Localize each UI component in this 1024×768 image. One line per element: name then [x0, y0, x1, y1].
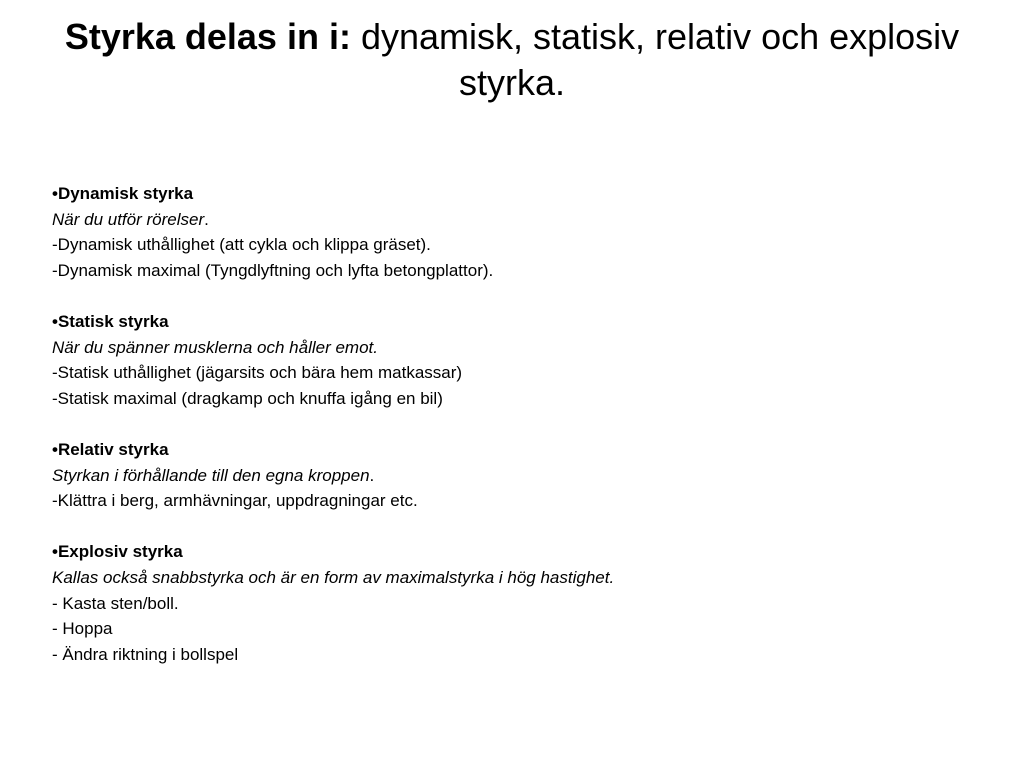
- section-subtitle: Kallas också snabbstyrka och är en form av maximalstyrka i hög hastighet.: [52, 567, 615, 587]
- section-subtitle: Styrkan i förhållande till den egna kroppen: [52, 465, 370, 485]
- section-heading: •Dynamisk styrka: [52, 184, 194, 203]
- section-line: -Dynamisk maximal (Tyngdlyftning och lyfta betongplattor).: [52, 260, 494, 280]
- section-line: -Statisk maximal (dragkamp och knuffa igång en bil): [52, 388, 443, 408]
- section-subtitle: När du spänner musklerna och håller emot.: [52, 337, 378, 357]
- section-explosiv-styrka: [52, 539, 952, 667]
- section-heading: •Relativ styrka: [52, 439, 169, 459]
- section-description: [52, 335, 952, 361]
- section-line: - Hoppa: [52, 619, 113, 639]
- section-dynamisk-styrka: [52, 181, 952, 283]
- section-line: - Ändra riktning i bollspel: [52, 644, 239, 664]
- section-description: [52, 207, 952, 233]
- section-subtitle: När du utför rörelser: [52, 209, 205, 229]
- section-subtitle-suffix: .: [369, 465, 375, 485]
- section-line: -Statisk uthållighet (jägarsits och bära hem matkassar): [52, 363, 463, 383]
- section-heading: •Explosiv styrka: [52, 542, 183, 562]
- slide-title: [40, 14, 984, 106]
- section-relativ-styrka: [52, 437, 952, 514]
- slide-title-bold: Styrka delas in i:: [64, 16, 351, 57]
- section-subtitle-suffix: .: [204, 209, 209, 229]
- slide-title-rest: dynamisk, statisk, relativ och explosiv styrka.: [360, 16, 960, 103]
- section-line: - Kasta sten/boll.: [52, 593, 179, 613]
- section-line: -Dynamisk uthållighet (att cykla och klippa gräset).: [52, 235, 431, 255]
- section-statisk-styrka: [52, 309, 952, 411]
- section-description: [52, 463, 952, 489]
- slide-body: [52, 181, 952, 693]
- section-heading: •Statisk styrka: [52, 311, 169, 331]
- section-line: -Klättra i berg, armhävningar, uppdragningar etc.: [52, 491, 418, 511]
- section-description: [52, 565, 952, 591]
